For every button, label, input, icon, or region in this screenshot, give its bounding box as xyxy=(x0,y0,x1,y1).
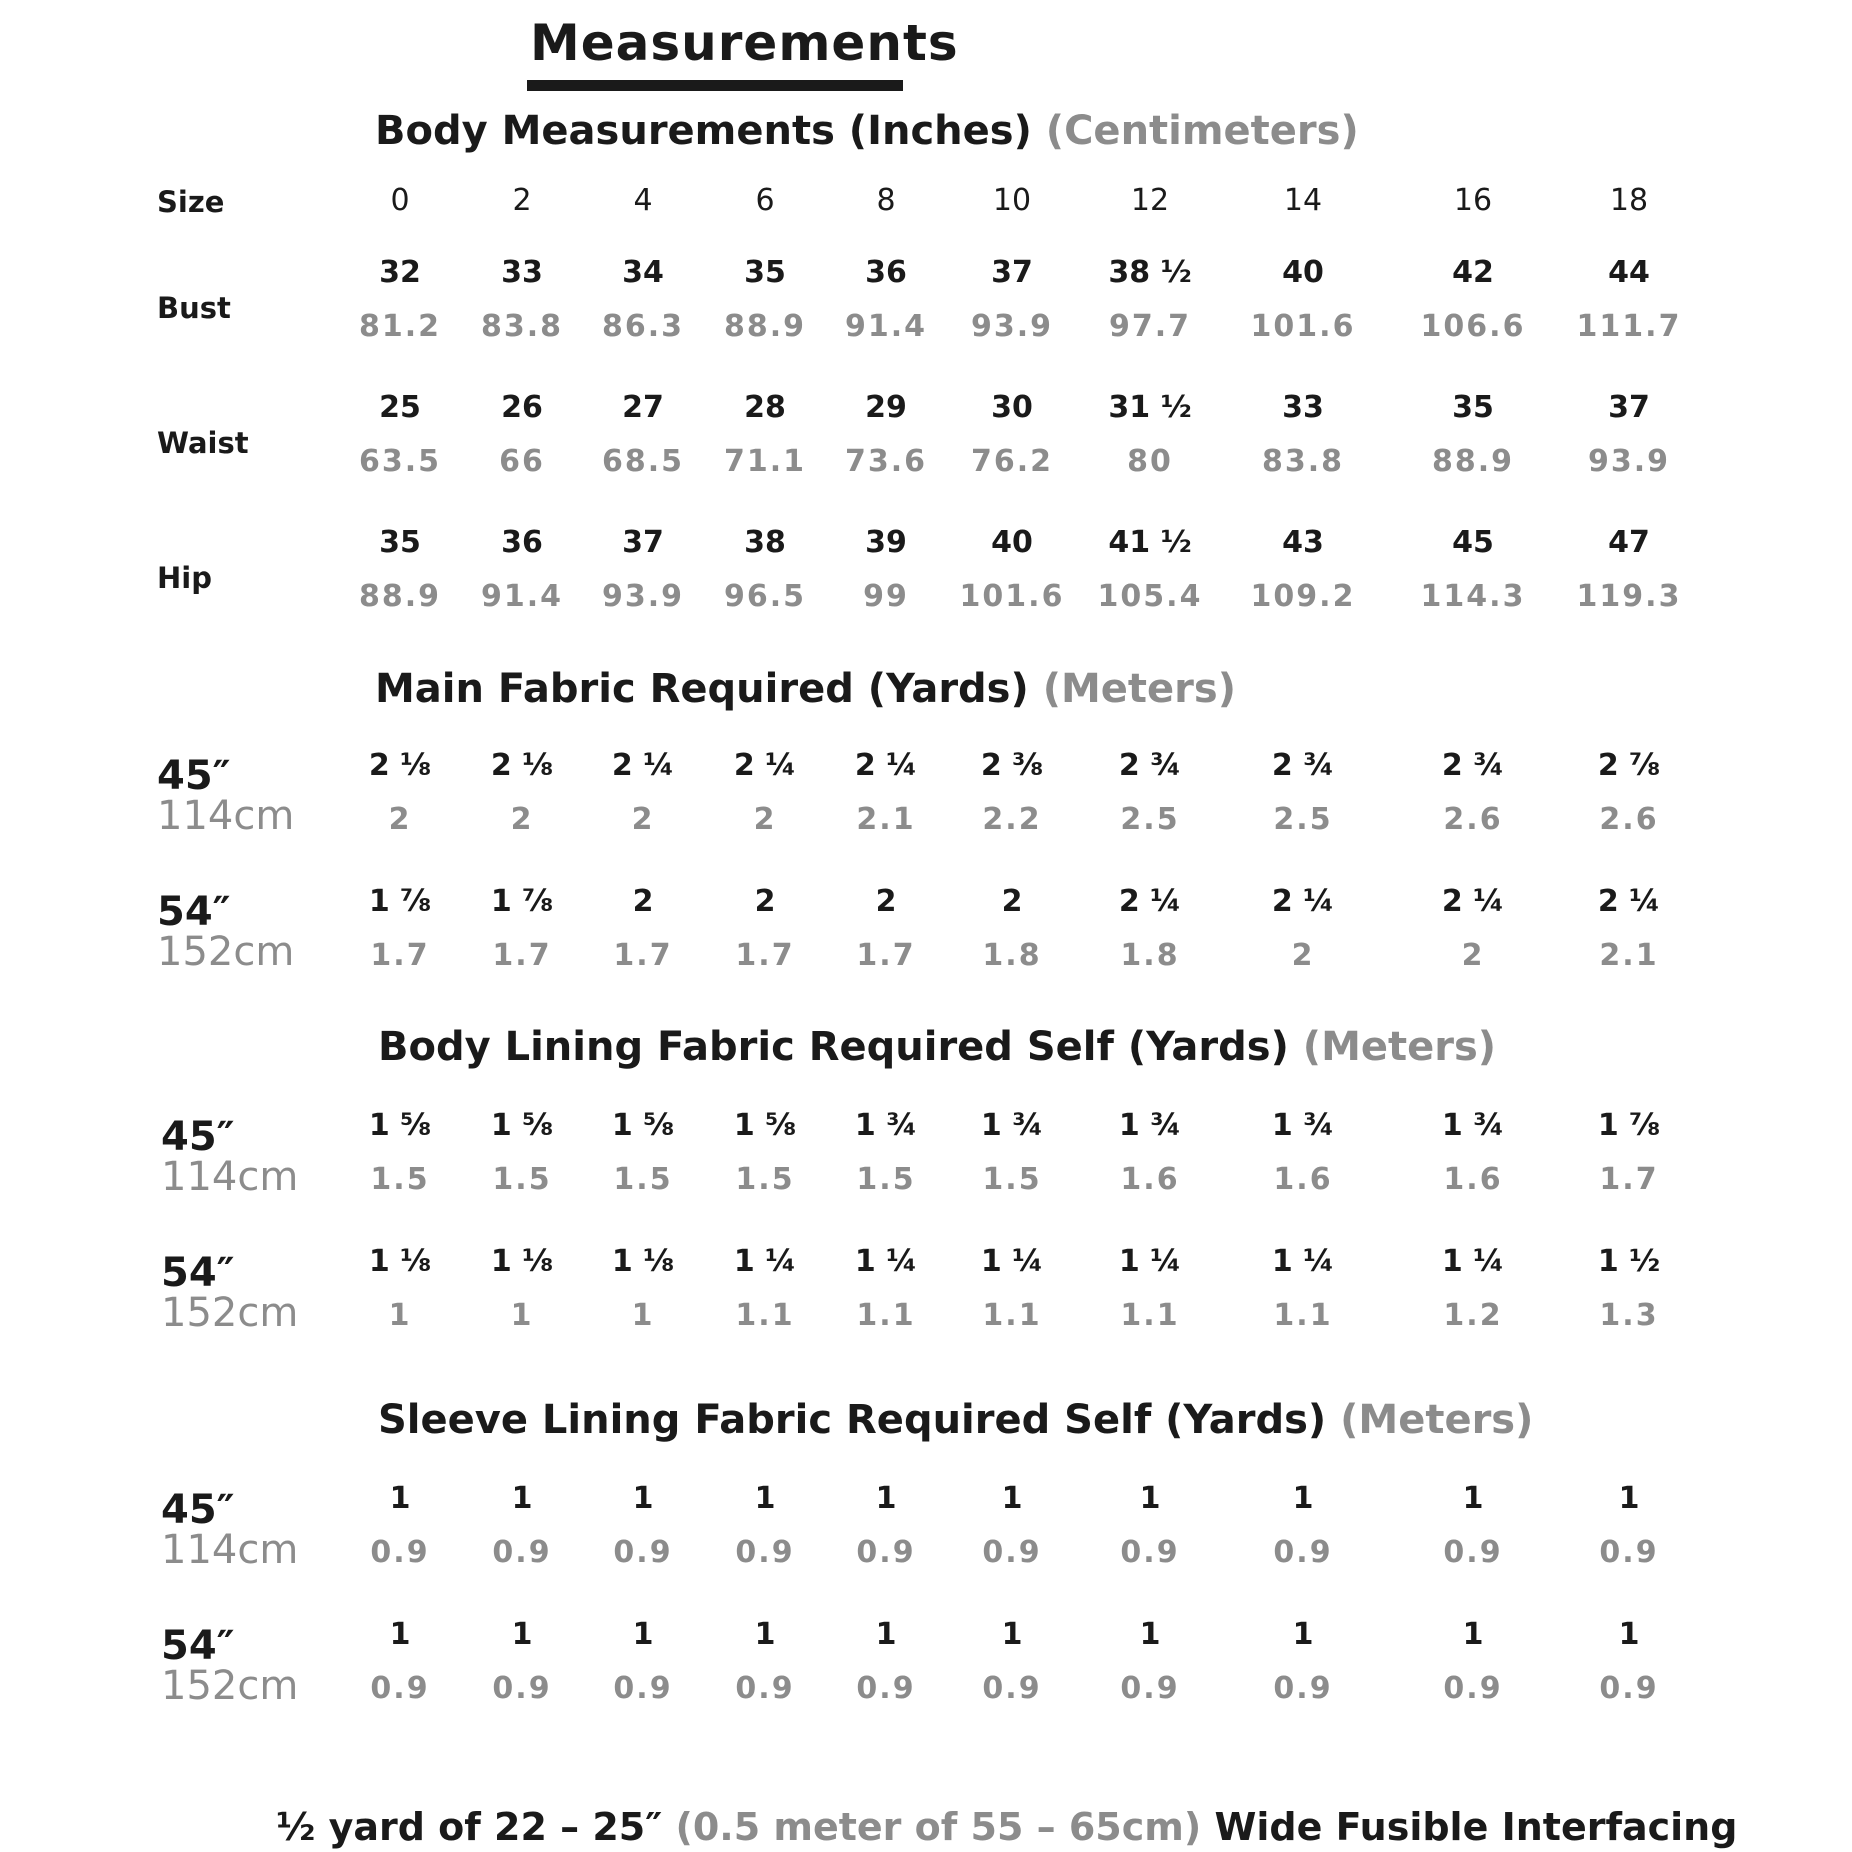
meters-cell: 1.3 xyxy=(1599,1298,1659,1333)
meters-cell: 1 xyxy=(388,1298,412,1333)
yards-cell: 2 ¾ xyxy=(1441,748,1505,783)
yards-cell: 2 ¾ xyxy=(1118,748,1182,783)
yards-cell: 2 ⅞ xyxy=(1597,748,1661,783)
cm-cell: 105.4 xyxy=(1097,579,1203,614)
inch-cell: 41 ½ xyxy=(1108,525,1192,560)
cm-cell: 96.5 xyxy=(723,579,807,614)
yards-cell: 1 ⅝ xyxy=(490,1108,554,1143)
cm-cell: 101.6 xyxy=(1250,309,1356,344)
size-header-cell: 10 xyxy=(992,183,1032,218)
meters-cell: 0.9 xyxy=(370,1671,430,1706)
yards-cell: 2 xyxy=(875,884,897,919)
inch-cell: 29 xyxy=(865,390,907,425)
meters-cell: 0.9 xyxy=(370,1535,430,1570)
inch-cell: 38 ½ xyxy=(1108,255,1192,290)
meters-cell: 1.5 xyxy=(735,1162,795,1197)
yards-cell: 2 ¾ xyxy=(1271,748,1335,783)
size-header-cell: 18 xyxy=(1609,183,1649,218)
meters-cell: 1.6 xyxy=(1443,1162,1503,1197)
yards-cell: 1 ⅞ xyxy=(1597,1108,1661,1143)
cm-cell: 81.2 xyxy=(358,309,442,344)
inch-cell: 26 xyxy=(501,390,543,425)
row-label-hip: Hip xyxy=(157,561,212,595)
yards-cell: 2 ⅛ xyxy=(490,748,554,783)
sleeve-lining-heading xyxy=(378,1397,1533,1443)
cm-cell: 83.8 xyxy=(480,309,564,344)
yards-cell: 1 xyxy=(511,1617,533,1652)
yards-cell: 1 ¾ xyxy=(1118,1108,1182,1143)
cm-cell: 63.5 xyxy=(358,444,442,479)
meters-cell: 1.8 xyxy=(1120,938,1180,973)
yards-cell: 2 ¼ xyxy=(733,748,797,783)
inch-cell: 37 xyxy=(1608,390,1650,425)
meters-cell: 1.8 xyxy=(982,938,1042,973)
sleeve-lining-width-54 xyxy=(161,1623,299,1709)
meters-cell: 1.1 xyxy=(735,1298,795,1333)
meters-cell: 0.9 xyxy=(613,1671,673,1706)
inch-cell: 42 xyxy=(1452,255,1494,290)
yards-cell: 2 ¼ xyxy=(854,748,918,783)
inch-cell: 28 xyxy=(744,390,786,425)
meters-cell: 0.9 xyxy=(1273,1671,1333,1706)
body-lining-heading xyxy=(378,1024,1496,1070)
meters-cell: 0.9 xyxy=(1120,1671,1180,1706)
yards-cell: 1 ⅛ xyxy=(611,1244,675,1279)
yards-cell: 1 ¾ xyxy=(980,1108,1044,1143)
width-cm: 114cm xyxy=(157,793,295,839)
meters-cell: 1.6 xyxy=(1120,1162,1180,1197)
main-fabric-heading-metric: (Meters) xyxy=(1042,666,1236,712)
yards-cell: 1 ⅛ xyxy=(368,1244,432,1279)
yards-cell: 1 xyxy=(1292,1481,1314,1516)
cm-cell: 83.8 xyxy=(1261,444,1345,479)
sleeve-lining-width-45 xyxy=(161,1487,299,1573)
body-lining-width-45 xyxy=(161,1114,299,1200)
main-fabric-heading xyxy=(375,666,1236,712)
width-cm: 114cm xyxy=(161,1527,299,1573)
inch-cell: 35 xyxy=(1452,390,1494,425)
yards-cell: 2 ¼ xyxy=(1271,884,1335,919)
meters-cell: 0.9 xyxy=(735,1535,795,1570)
yards-cell: 2 xyxy=(1001,884,1023,919)
cm-cell: 88.9 xyxy=(1431,444,1515,479)
size-header-cell: 4 xyxy=(633,183,653,218)
yards-cell: 1 ¼ xyxy=(733,1244,797,1279)
meters-cell: 1.6 xyxy=(1273,1162,1333,1197)
meters-cell: 1.7 xyxy=(613,938,673,973)
yards-cell: 1 xyxy=(754,1481,776,1516)
cm-cell: 93.9 xyxy=(970,309,1054,344)
interfacing-label: Wide Fusible Interfacing xyxy=(1214,1805,1738,1849)
inch-cell: 31 ½ xyxy=(1108,390,1192,425)
width-inches: 45″ xyxy=(161,1114,235,1160)
body-heading-main: Body Measurements (Inches) xyxy=(375,108,1032,154)
yards-cell: 2 ⅛ xyxy=(368,748,432,783)
inch-cell: 37 xyxy=(622,525,664,560)
inch-cell: 36 xyxy=(865,255,907,290)
yards-cell: 1 ⅝ xyxy=(368,1108,432,1143)
meters-cell: 1.2 xyxy=(1443,1298,1503,1333)
yards-cell: 1 xyxy=(1292,1617,1314,1652)
yards-cell: 1 ⅝ xyxy=(611,1108,675,1143)
cm-cell: 73.6 xyxy=(844,444,928,479)
cm-cell: 88.9 xyxy=(723,309,807,344)
yards-cell: 1 ¼ xyxy=(1118,1244,1182,1279)
inch-cell: 47 xyxy=(1608,525,1650,560)
meters-cell: 0.9 xyxy=(982,1671,1042,1706)
yards-cell: 1 ⅝ xyxy=(733,1108,797,1143)
yards-cell: 1 xyxy=(1139,1481,1161,1516)
size-header-cell: 0 xyxy=(390,183,410,218)
inch-cell: 40 xyxy=(991,525,1033,560)
cm-cell: 91.4 xyxy=(480,579,564,614)
meters-cell: 2 xyxy=(753,802,777,837)
inch-cell: 37 xyxy=(991,255,1033,290)
yards-cell: 1 ¼ xyxy=(1271,1244,1335,1279)
interfacing-metric: (0.5 meter of 55 – 65cm) xyxy=(675,1805,1202,1849)
inch-cell: 44 xyxy=(1608,255,1650,290)
meters-cell: 0.9 xyxy=(856,1535,916,1570)
meters-cell: 0.9 xyxy=(1273,1535,1333,1570)
interfacing-note xyxy=(276,1805,1737,1849)
sleeve-lining-heading-main: Sleeve Lining Fabric Required Self (Yards) xyxy=(378,1397,1327,1443)
meters-cell: 0.9 xyxy=(613,1535,673,1570)
inch-cell: 33 xyxy=(1282,390,1324,425)
yards-cell: 1 xyxy=(875,1481,897,1516)
cm-cell: 86.3 xyxy=(601,309,685,344)
yards-cell: 2 ⅜ xyxy=(980,748,1044,783)
main-fabric-width-54 xyxy=(157,889,295,975)
meters-cell: 2 xyxy=(510,802,534,837)
yards-cell: 1 xyxy=(754,1617,776,1652)
cm-cell: 101.6 xyxy=(959,579,1065,614)
meters-cell: 2 xyxy=(1291,938,1315,973)
inch-cell: 32 xyxy=(379,255,421,290)
width-inches: 54″ xyxy=(161,1250,235,1296)
yards-cell: 1 xyxy=(1001,1481,1023,1516)
inch-cell: 45 xyxy=(1452,525,1494,560)
meters-cell: 1.7 xyxy=(856,938,916,973)
page-title: Measurements xyxy=(530,14,959,72)
body-lining-heading-main: Body Lining Fabric Required Self (Yards) xyxy=(378,1024,1289,1070)
cm-cell: 68.5 xyxy=(601,444,685,479)
yards-cell: 1 ⅞ xyxy=(368,884,432,919)
meters-cell: 2.2 xyxy=(982,802,1042,837)
meters-cell: 1.5 xyxy=(613,1162,673,1197)
inch-cell: 40 xyxy=(1282,255,1324,290)
yards-cell: 1 ¾ xyxy=(854,1108,918,1143)
inch-cell: 38 xyxy=(744,525,786,560)
meters-cell: 1.1 xyxy=(982,1298,1042,1333)
yards-cell: 2 ¼ xyxy=(1118,884,1182,919)
cm-cell: 111.7 xyxy=(1576,309,1682,344)
yards-cell: 1 xyxy=(511,1481,533,1516)
size-header-cell: 8 xyxy=(876,183,896,218)
body-lining-width-54 xyxy=(161,1250,299,1336)
meters-cell: 2.6 xyxy=(1599,802,1659,837)
yards-cell: 1 xyxy=(1001,1617,1023,1652)
yards-cell: 2 ¼ xyxy=(611,748,675,783)
width-inches: 54″ xyxy=(157,889,231,935)
meters-cell: 0.9 xyxy=(1443,1671,1503,1706)
row-label-waist: Waist xyxy=(157,426,249,460)
title-underline xyxy=(527,80,903,91)
yards-cell: 2 ¼ xyxy=(1441,884,1505,919)
body-heading-metric: (Centimeters) xyxy=(1045,108,1359,154)
cm-cell: 80 xyxy=(1127,444,1173,479)
width-cm: 114cm xyxy=(161,1154,299,1200)
yards-cell: 1 xyxy=(1462,1617,1484,1652)
meters-cell: 1.7 xyxy=(370,938,430,973)
row-label-bust: Bust xyxy=(157,291,231,325)
yards-cell: 1 xyxy=(389,1481,411,1516)
inch-cell: 43 xyxy=(1282,525,1324,560)
cm-cell: 93.9 xyxy=(1587,444,1671,479)
meters-cell: 0.9 xyxy=(982,1535,1042,1570)
width-inches: 45″ xyxy=(161,1487,235,1533)
cm-cell: 109.2 xyxy=(1250,579,1356,614)
meters-cell: 1.7 xyxy=(492,938,552,973)
size-header-cell: 14 xyxy=(1283,183,1323,218)
width-inches: 45″ xyxy=(157,753,231,799)
width-cm: 152cm xyxy=(161,1290,299,1336)
inch-cell: 36 xyxy=(501,525,543,560)
meters-cell: 0.9 xyxy=(1599,1671,1659,1706)
width-cm: 152cm xyxy=(157,929,295,975)
inch-cell: 33 xyxy=(501,255,543,290)
meters-cell: 2.6 xyxy=(1443,802,1503,837)
inch-cell: 25 xyxy=(379,390,421,425)
yards-cell: 1 xyxy=(1618,1481,1640,1516)
meters-cell: 1.1 xyxy=(1273,1298,1333,1333)
cm-cell: 106.6 xyxy=(1420,309,1526,344)
meters-cell: 0.9 xyxy=(492,1535,552,1570)
meters-cell: 2.5 xyxy=(1273,802,1333,837)
meters-cell: 1.5 xyxy=(856,1162,916,1197)
main-fabric-width-45 xyxy=(157,753,295,839)
meters-cell: 1.5 xyxy=(370,1162,430,1197)
yards-cell: 2 ¼ xyxy=(1597,884,1661,919)
cm-cell: 76.2 xyxy=(970,444,1054,479)
cm-cell: 97.7 xyxy=(1108,309,1192,344)
meters-cell: 1.1 xyxy=(1120,1298,1180,1333)
size-label: Size xyxy=(157,185,225,219)
yards-cell: 1 xyxy=(875,1617,897,1652)
yards-cell: 1 xyxy=(632,1617,654,1652)
meters-cell: 0.9 xyxy=(492,1671,552,1706)
meters-cell: 1.1 xyxy=(856,1298,916,1333)
meters-cell: 2.1 xyxy=(1599,938,1659,973)
meters-cell: 1.5 xyxy=(492,1162,552,1197)
meters-cell: 2 xyxy=(388,802,412,837)
cm-cell: 119.3 xyxy=(1576,579,1682,614)
size-header-cell: 12 xyxy=(1130,183,1170,218)
yards-cell: 1 ¼ xyxy=(854,1244,918,1279)
inch-cell: 30 xyxy=(991,390,1033,425)
yards-cell: 1 ⅞ xyxy=(490,884,554,919)
cm-cell: 93.9 xyxy=(601,579,685,614)
meters-cell: 2 xyxy=(631,802,655,837)
yards-cell: 1 ⅛ xyxy=(490,1244,554,1279)
inch-cell: 39 xyxy=(865,525,907,560)
yards-cell: 1 ¾ xyxy=(1271,1108,1335,1143)
cm-cell: 91.4 xyxy=(844,309,928,344)
yards-cell: 1 ¾ xyxy=(1441,1108,1505,1143)
width-inches: 54″ xyxy=(161,1623,235,1669)
inch-cell: 27 xyxy=(622,390,664,425)
meters-cell: 0.9 xyxy=(1120,1535,1180,1570)
cm-cell: 114.3 xyxy=(1420,579,1526,614)
meters-cell: 0.9 xyxy=(735,1671,795,1706)
width-cm: 152cm xyxy=(161,1663,299,1709)
size-header-cell: 16 xyxy=(1453,183,1493,218)
meters-cell: 1.5 xyxy=(982,1162,1042,1197)
interfacing-imperial: ½ yard of 22 – 25″ xyxy=(276,1805,663,1849)
cm-cell: 71.1 xyxy=(723,444,807,479)
inch-cell: 35 xyxy=(744,255,786,290)
cm-cell: 66 xyxy=(499,444,545,479)
meters-cell: 1 xyxy=(510,1298,534,1333)
yards-cell: 1 ½ xyxy=(1597,1244,1661,1279)
yards-cell: 1 xyxy=(632,1481,654,1516)
yards-cell: 2 xyxy=(632,884,654,919)
meters-cell: 2.5 xyxy=(1120,802,1180,837)
yards-cell: 1 xyxy=(1462,1481,1484,1516)
meters-cell: 0.9 xyxy=(856,1671,916,1706)
cm-cell: 88.9 xyxy=(358,579,442,614)
size-header-cell: 6 xyxy=(755,183,775,218)
yards-cell: 1 xyxy=(389,1617,411,1652)
yards-cell: 1 xyxy=(1618,1617,1640,1652)
inch-cell: 35 xyxy=(379,525,421,560)
meters-cell: 0.9 xyxy=(1443,1535,1503,1570)
meters-cell: 1 xyxy=(631,1298,655,1333)
body-lining-heading-metric: (Meters) xyxy=(1302,1024,1497,1070)
sleeve-lining-heading-metric: (Meters) xyxy=(1340,1397,1534,1443)
meters-cell: 1.7 xyxy=(1599,1162,1659,1197)
yards-cell: 1 ¼ xyxy=(1441,1244,1505,1279)
inch-cell: 34 xyxy=(622,255,664,290)
meters-cell: 2 xyxy=(1461,938,1485,973)
yards-cell: 1 xyxy=(1139,1617,1161,1652)
body-measurements-heading xyxy=(375,108,1359,154)
meters-cell: 0.9 xyxy=(1599,1535,1659,1570)
cm-cell: 99 xyxy=(863,579,909,614)
meters-cell: 2.1 xyxy=(856,802,916,837)
yards-cell: 1 ¼ xyxy=(980,1244,1044,1279)
yards-cell: 2 xyxy=(754,884,776,919)
size-header-cell: 2 xyxy=(512,183,532,218)
main-fabric-heading-main: Main Fabric Required (Yards) xyxy=(375,666,1029,712)
meters-cell: 1.7 xyxy=(735,938,795,973)
